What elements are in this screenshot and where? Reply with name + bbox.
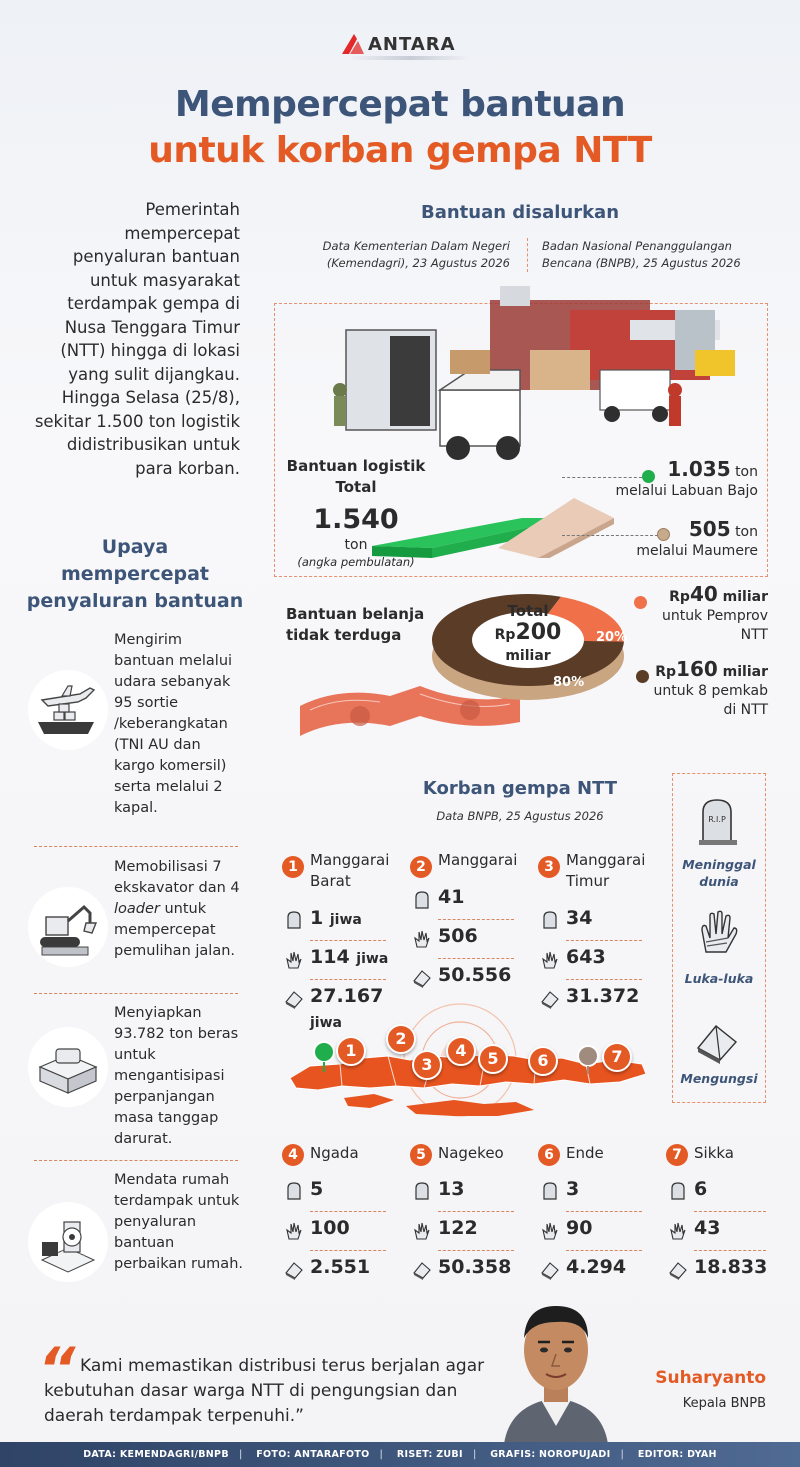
upaya-text: Mengirim bantuan melalui udara sebanyak 95 sortie /keberangkatan (TNI AU dan kargo komersil) serta melalui 2 kapal.: [114, 632, 233, 816]
stat-value: 43: [694, 1217, 721, 1239]
speaker-name: Suharyanto: [655, 1368, 766, 1388]
page-title-line1: Mempercepat bantuan: [174, 84, 626, 125]
brand-logo: [330, 30, 480, 62]
upaya-text-emphasis: loader: [114, 901, 160, 917]
stat-meninggal: [566, 1178, 579, 1200]
map-pin-2: 2: [386, 1024, 416, 1054]
belanja-center: [470, 602, 586, 664]
stat-luka: [438, 925, 478, 947]
quote-mark-icon: “: [38, 1335, 76, 1403]
region-name: Ngada: [310, 1144, 359, 1162]
bandaged-hand-icon: [412, 1221, 432, 1241]
brand-name: ANTARA: [368, 34, 456, 55]
row-separator: [566, 1250, 642, 1251]
route-unit: ton: [735, 524, 758, 540]
tombstone-icon: [412, 890, 432, 910]
stat-value: 50.556: [438, 964, 512, 986]
region-number: 2: [410, 856, 432, 878]
row-separator: [438, 919, 514, 920]
stat-value: 50.358: [438, 1256, 512, 1278]
korban-source: Data BNPB, 25 Agustus 2026: [436, 809, 604, 823]
map-pin-1: 1: [336, 1036, 366, 1066]
upaya-separator: [34, 993, 238, 994]
route-labuan-bajo: [590, 457, 758, 501]
stat-mengungsi: [438, 964, 511, 986]
slice-value: 160: [676, 657, 718, 681]
stat-value: 114: [310, 946, 350, 968]
map-pin-7: 7: [602, 1042, 632, 1072]
stat-value: 3: [566, 1178, 580, 1200]
stat-value: 34: [566, 907, 593, 929]
upaya-title: [20, 534, 250, 615]
upaya-text: Mendata rumah terdampak untuk penyaluran bantuan perbaikan rumah.: [114, 1172, 243, 1272]
logistik-label: Bantuan logistik Total: [286, 457, 426, 496]
footer-credit: DATA: KEMENDAGRI/BNPB: [83, 1449, 229, 1460]
stat-value: 2.551: [310, 1256, 371, 1278]
slice-unit: miliar: [722, 664, 768, 680]
upaya-text: [114, 857, 244, 962]
row-separator: [566, 940, 642, 941]
slice-prefix: Rp: [655, 664, 677, 680]
stat-value: 122: [438, 1217, 478, 1239]
bandaged-hand-icon: [540, 1221, 560, 1241]
bantuan-source-right: Badan Nasional Penanggulangan Bencana (BNPB), 25 Agustus 2026: [542, 239, 741, 270]
stat-luka: [566, 1217, 592, 1239]
logistik-note: (angka pembulatan): [297, 555, 415, 569]
bandaged-hand-icon: [694, 908, 740, 958]
region-name: Manggarai: [438, 851, 518, 869]
row-separator: [694, 1211, 766, 1212]
stat-unit: jiwa: [310, 1015, 342, 1031]
airplane-ship-icon: [28, 670, 108, 750]
bantuan-title: Bantuan disalurkan: [420, 202, 620, 223]
belanja-center-title: Total: [507, 602, 549, 620]
stat-value: 90: [566, 1217, 593, 1239]
bandaged-hand-icon: [284, 950, 304, 970]
route-label: melalui Maumere: [636, 543, 758, 559]
region-number: 1: [282, 856, 304, 878]
row-separator: [566, 979, 642, 980]
route-label: melalui Labuan Bajo: [615, 483, 758, 499]
slice-pemprov: [600, 582, 768, 645]
slice-label: untuk Pemprov NTT: [661, 608, 768, 643]
slice-pemkab: [600, 657, 768, 720]
stat-luka: [566, 946, 606, 968]
bantuan-source-left: Data Kementerian Dalam Negeri (Kemendagri), 23 Agustus 2026: [322, 239, 510, 270]
stat-luka: [438, 1217, 478, 1239]
upaya-separator: [34, 1160, 238, 1161]
stat-meninggal: [438, 1178, 464, 1200]
map-pin-4: 4: [446, 1036, 476, 1066]
stat-mengungsi: [566, 1256, 626, 1278]
slice-value: 40: [689, 582, 718, 606]
tent-icon: [412, 968, 432, 988]
stat-value: 5: [310, 1178, 324, 1200]
source-divider: [527, 238, 528, 272]
tent-icon: [412, 1260, 432, 1280]
tombstone-icon: [540, 1181, 560, 1201]
row-separator: [694, 1250, 766, 1251]
map-pin-3: 3: [412, 1050, 442, 1080]
rice-sack-icon: [28, 1027, 108, 1107]
intro-paragraph: Pemerintah mempercepat penyaluran bantuan untuk masyarakat terdampak gempa di Nusa Tenggara Timur (NTT) hingga di lokasi yang sulit dijangkau. Hingga Selasa (25/8), sekitar 1.500 ton logistik didistribusikan untuk para korban.: [34, 200, 240, 478]
tent-icon: [284, 1260, 304, 1280]
region-name: Ende: [566, 1144, 604, 1162]
tombstone-icon: [668, 1181, 688, 1201]
stat-value: 41: [438, 886, 465, 908]
row-separator: [310, 1211, 386, 1212]
stat-meninggal: [310, 907, 362, 929]
upaya-title-line: penyaluran bantuan: [26, 590, 244, 612]
row-separator: [438, 1211, 514, 1212]
slice-unit: miliar: [722, 589, 768, 605]
region-number: 3: [538, 856, 560, 878]
upaya-title-line: mempercepat: [61, 563, 209, 585]
legend-label-meninggal: Meninggal dunia: [682, 857, 756, 889]
brand-swoosh: [350, 56, 470, 60]
route-value: 1.035: [667, 457, 731, 481]
logistik-total: 1.540: [313, 504, 399, 535]
korban-title: Korban gempa NTT: [422, 778, 618, 799]
tombstone-icon: [284, 1181, 304, 1201]
upaya-text-part: untuk mempercepat pemulihan jalan.: [114, 901, 235, 959]
stat-luka: [694, 1217, 720, 1239]
footer-credit: RISET: ZUBI: [396, 1449, 463, 1460]
tent-icon: [540, 1260, 560, 1280]
region-name: Sikka: [694, 1144, 734, 1162]
stat-mengungsi: [310, 1256, 370, 1278]
region-name: Manggarai Timur: [566, 851, 646, 890]
row-separator: [310, 979, 386, 980]
speaker-portrait: [500, 1294, 612, 1444]
upaya-text: Menyiapkan 93.782 ton beras untuk mengantisipasi perpanjangan masa tanggap darurat.: [114, 1005, 239, 1147]
tent-icon: [668, 1260, 688, 1280]
map-pin-6: 6: [528, 1046, 558, 1076]
slice-percent-20: 20%: [596, 630, 628, 645]
belanja-center-unit: miliar: [505, 648, 551, 664]
upaya-separator: [34, 846, 238, 847]
route-value: 505: [688, 517, 731, 541]
stat-mengungsi: [694, 1256, 767, 1278]
speaker-role: Kepala BNPB: [682, 1396, 766, 1411]
tombstone-icon: [284, 910, 304, 930]
route-maumere: [590, 517, 758, 561]
stat-unit: jiwa: [356, 951, 389, 967]
region-number: 5: [410, 1144, 432, 1166]
stat-luka: [310, 946, 388, 968]
stat-value: 643: [566, 946, 606, 968]
belanja-center-prefix: Rp: [494, 627, 516, 643]
stat-value: 31.372: [566, 985, 640, 1007]
row-separator: [566, 1211, 642, 1212]
stat-meninggal: [310, 1178, 323, 1200]
tent-icon: [694, 1018, 740, 1064]
stat-value: 18.833: [694, 1256, 768, 1278]
stat-mengungsi: [438, 1256, 511, 1278]
stat-value: 13: [438, 1178, 465, 1200]
belanja-label: Bantuan belanja tidak terduga: [286, 605, 425, 644]
stat-meninggal: [566, 907, 592, 929]
region-number: 6: [538, 1144, 560, 1166]
route-unit: ton: [735, 464, 758, 480]
upaya-text-part: Memobilisasi 7 ekskavator dan 4: [114, 859, 240, 896]
stat-value: 27.167: [310, 985, 384, 1007]
stat-luka: [310, 1217, 350, 1239]
footer-credit: FOTO: ANTARAFOTO: [256, 1449, 370, 1460]
tombstone-icon: [412, 1181, 432, 1201]
row-separator: [310, 940, 386, 941]
region-name: Nagekeo: [438, 1144, 504, 1162]
legend-label-luka: Luka-luka: [684, 971, 754, 986]
house-blueprint-icon: [28, 1202, 108, 1282]
stat-value: 506: [438, 925, 478, 947]
stat-value: 6: [694, 1178, 708, 1200]
footer-credits: DATA: KEMENDAGRI/BNPB | FOTO: ANTARAFOTO | RISET: ZUBI | GRAFIS: NOROPUJADI | EDITOR: DYAH: [0, 1442, 800, 1467]
upaya-title-line: Upaya: [101, 536, 169, 558]
excavator-icon: [28, 887, 108, 967]
map-pin-5: 5: [478, 1044, 508, 1074]
stat-unit: jiwa: [329, 912, 362, 928]
region-number: 4: [282, 1144, 304, 1166]
bandaged-hand-icon: [668, 1221, 688, 1241]
slice-label: untuk 8 pemkab di NTT: [653, 683, 768, 718]
page-title-line2: untuk korban gempa NTT: [148, 130, 652, 171]
svg-text:R.I.P: R.I.P: [708, 815, 726, 824]
tombstone-icon: [540, 910, 560, 930]
tombstone-icon: [695, 796, 741, 846]
region-number: 7: [666, 1144, 688, 1166]
stat-value: 100: [310, 1217, 350, 1239]
footer-credit: EDITOR: DYAH: [637, 1449, 717, 1460]
bandaged-hand-icon: [540, 950, 560, 970]
stat-value: 1: [310, 907, 324, 929]
slice-prefix: Rp: [669, 589, 690, 605]
region-name: Manggarai Barat: [310, 851, 390, 890]
bandaged-hand-icon: [284, 1221, 304, 1241]
row-separator: [438, 1250, 514, 1251]
slice-percent-80: 80%: [553, 675, 585, 690]
legend-label-mengungsi: Mengungsi: [680, 1071, 758, 1086]
footer-credit: GRAFIS: NOROPUJADI: [490, 1449, 611, 1460]
row-separator: [310, 1250, 386, 1251]
bandaged-hand-icon: [412, 929, 432, 949]
antara-logo-icon: [338, 32, 366, 58]
quote-text: Kami memastikan distribusi terus berjalan agar kebutuhan dasar warga NTT di pengungsian dan daerah terdampak terpenuhi.”: [44, 1356, 485, 1426]
belanja-center-value: 200: [515, 620, 562, 645]
logistik-unit: ton: [344, 537, 368, 553]
row-separator: [438, 958, 514, 959]
stat-meninggal: [438, 886, 464, 908]
stat-value: 4.294: [566, 1256, 627, 1278]
stat-meninggal: [694, 1178, 707, 1200]
